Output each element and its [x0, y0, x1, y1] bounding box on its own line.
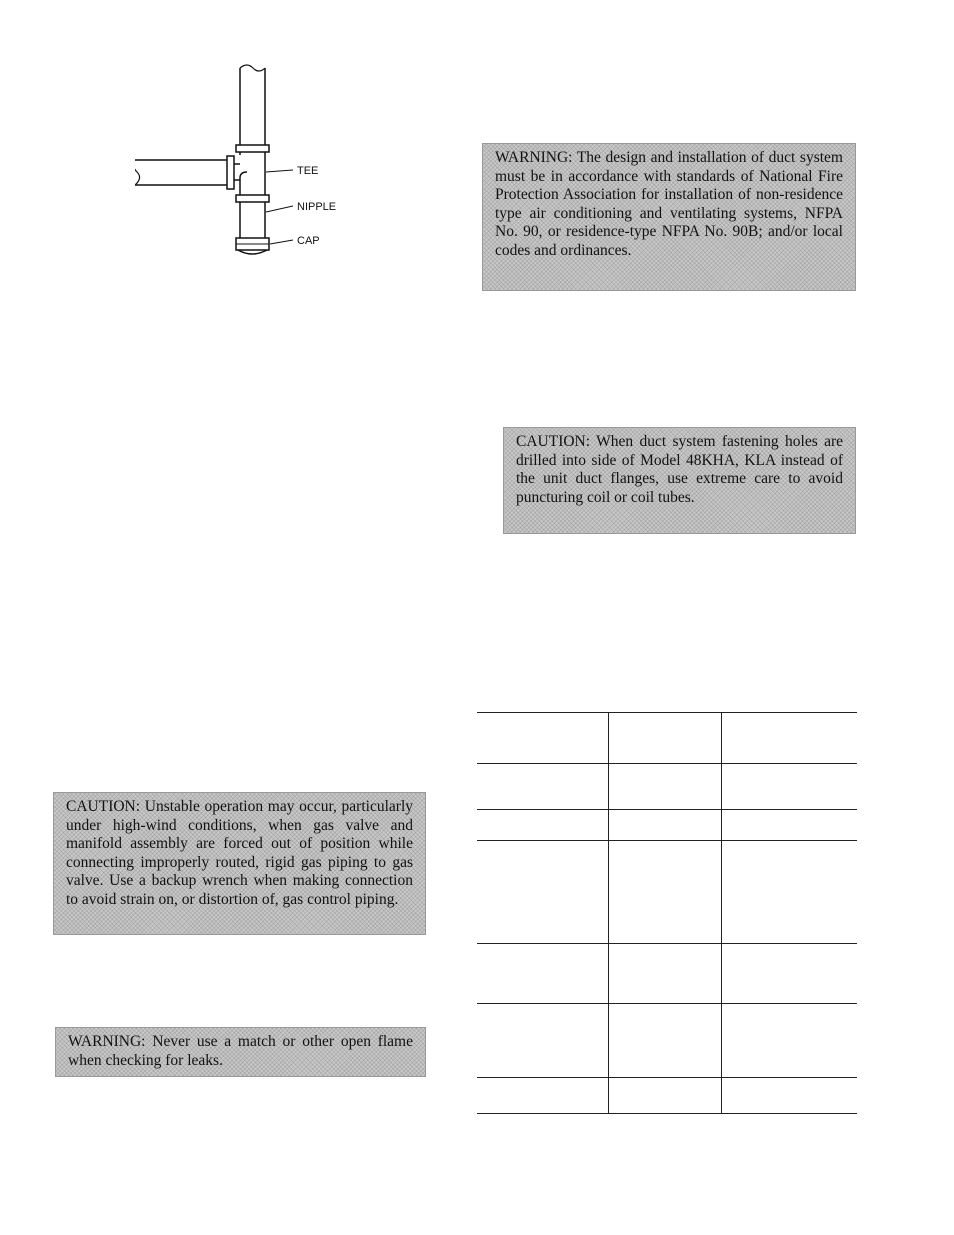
- pipe-drip-leg-diagram: [135, 60, 385, 260]
- table-cell: [477, 764, 609, 810]
- table-cell: [477, 810, 609, 841]
- table-cell: [609, 841, 722, 944]
- duct-caution-text: CAUTION: When duct system fastening holes are drilled into side of Model 48KHA, KLA instead of the unit duct flanges, use extreme care to avoid puncturing coil or coil tubes.: [516, 433, 843, 506]
- table-row: [477, 1078, 857, 1114]
- data-table: [477, 712, 857, 1114]
- table-row: [477, 764, 857, 810]
- table-cell: [609, 1078, 722, 1114]
- table-cell: [477, 1004, 609, 1078]
- table-cell: [609, 944, 722, 1004]
- table-cell: [722, 1004, 858, 1078]
- leak-warning-text: WARNING: Never use a match or other open flame when checking for leaks.: [68, 1033, 413, 1069]
- table-cell: [477, 944, 609, 1004]
- nipple-label: NIPPLE: [297, 201, 337, 213]
- table-cell: [477, 713, 609, 764]
- duct-caution-box: [503, 427, 856, 534]
- table-cell: [609, 764, 722, 810]
- gas-caution-box: [53, 792, 426, 935]
- table-cell: [609, 810, 722, 841]
- table-row: [477, 810, 857, 841]
- table-cell: [609, 713, 722, 764]
- cap-label: CAP: [297, 235, 320, 247]
- tee-label: TEE: [297, 165, 319, 177]
- table-cell: [722, 764, 858, 810]
- table-cell: [722, 944, 858, 1004]
- table-cell: [722, 713, 858, 764]
- table-cell: [477, 1078, 609, 1114]
- table-cell: [477, 841, 609, 944]
- table-row: [477, 1004, 857, 1078]
- table-cell: [722, 810, 858, 841]
- table-row: [477, 944, 857, 1004]
- table-cell: [722, 1078, 858, 1114]
- table-row: [477, 841, 857, 944]
- duct-warning-box: [482, 143, 856, 291]
- table-cell: [722, 841, 858, 944]
- leak-warning-box: [55, 1027, 426, 1077]
- table-row: [477, 713, 857, 764]
- duct-warning-text: WARNING: The design and installation of duct system must be in accordance with standards of National Fire Protection Association for installation of non-residence type air conditioning and ventilating systems, NFPA No. 90, or residence-type NFPA No. 90B; and/or local codes and ordinances.: [495, 149, 843, 259]
- gas-caution-text: CAUTION: Unstable operation may occur, particularly under high-wind conditions, when gas valve and manifold assembly are forced out of position while connecting improperly routed, rigid gas piping to gas valve. Use a backup wrench when making connection to avoid strain on, or distortion of, gas control piping.: [66, 798, 413, 908]
- table-cell: [609, 1004, 722, 1078]
